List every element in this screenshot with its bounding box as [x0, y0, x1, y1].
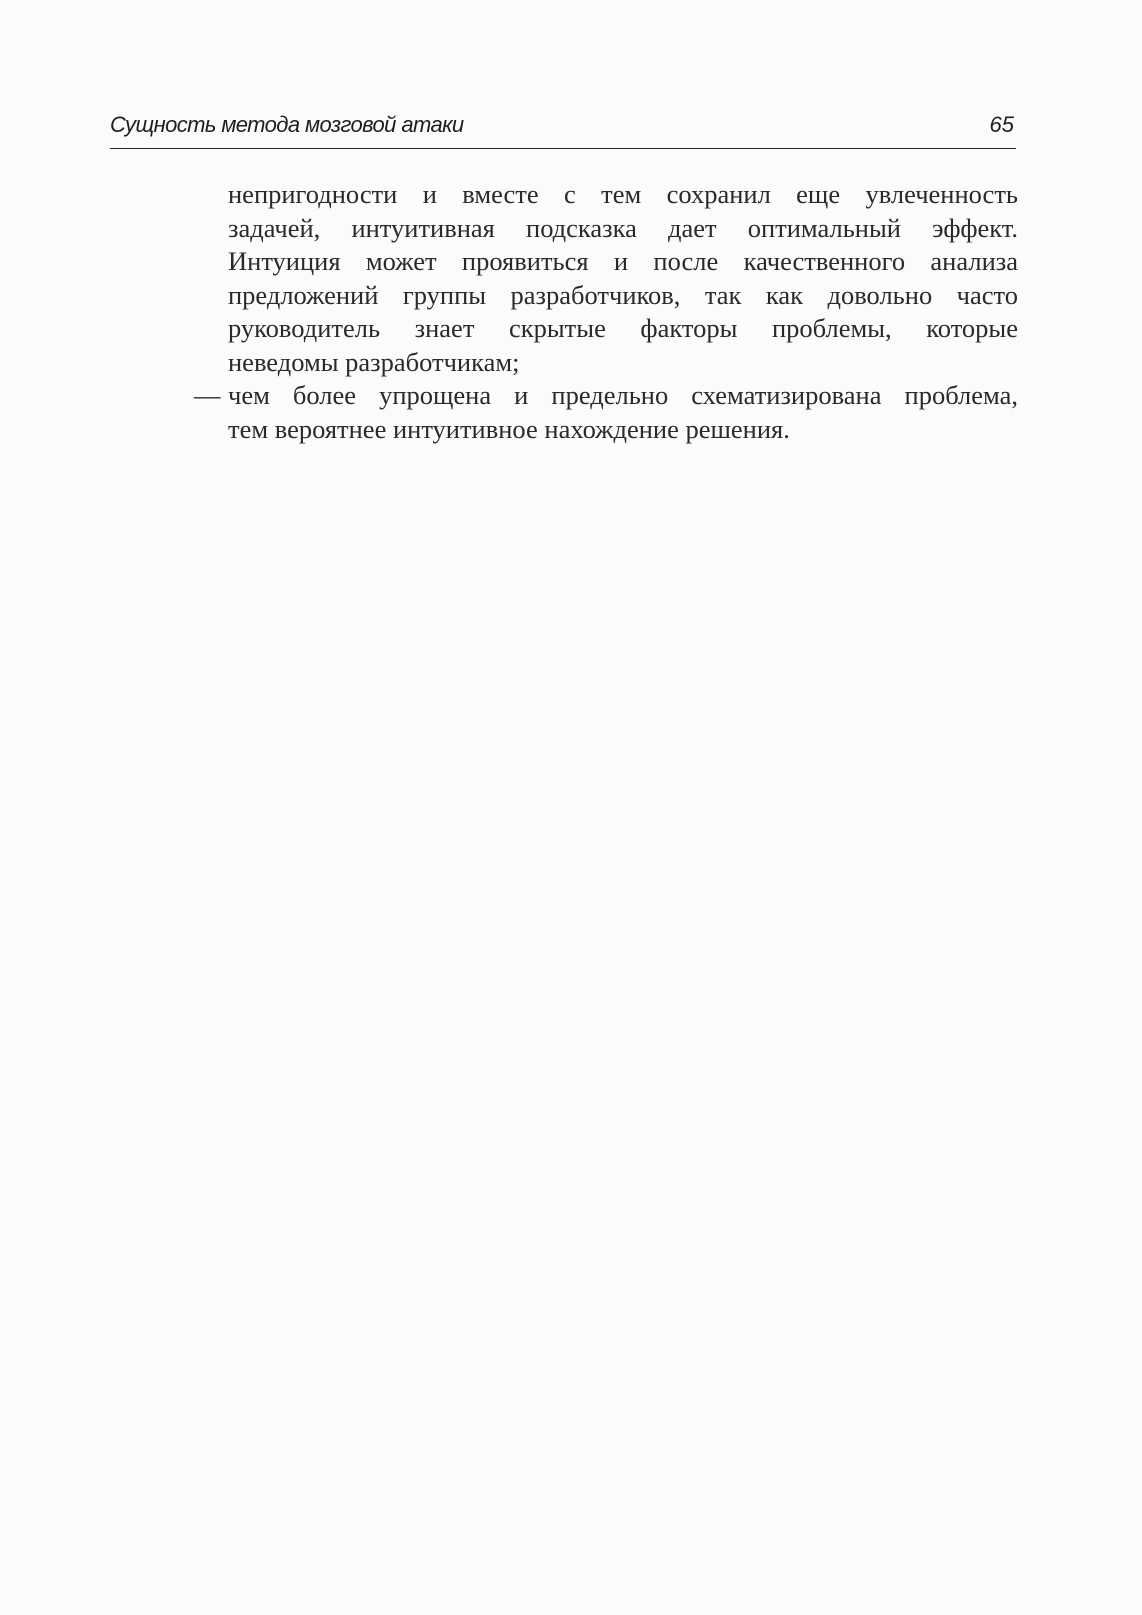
list-dash-marker: —: [194, 380, 221, 410]
text-line: предложений группы разработчиков, так как довольно часто: [228, 279, 1018, 310]
list-item: [194, 379, 1018, 446]
body-text: [194, 178, 1018, 446]
page-number: 65: [989, 112, 1014, 137]
running-title: Сущность метода мозговой атаки: [110, 112, 464, 137]
running-header: [110, 108, 1016, 149]
text-line: чем более упрощена и предельно схематизирована проблема,: [228, 380, 1018, 410]
text-line: руководитель знает скрытые факторы проблемы, которые: [228, 313, 1018, 343]
text-line: непригодности и вместе с тем сохранил еще увлеченность: [228, 179, 1018, 209]
text-line: задачей, интуитивная подсказка дает оптимальный эффект.: [228, 212, 1018, 243]
text-line: Интуиция может проявиться и после качественного анализа: [228, 246, 1018, 276]
text-line: неведомы разработчикам;: [228, 346, 520, 377]
text-line: тем вероятнее интуитивное нахождение решения.: [228, 413, 790, 444]
